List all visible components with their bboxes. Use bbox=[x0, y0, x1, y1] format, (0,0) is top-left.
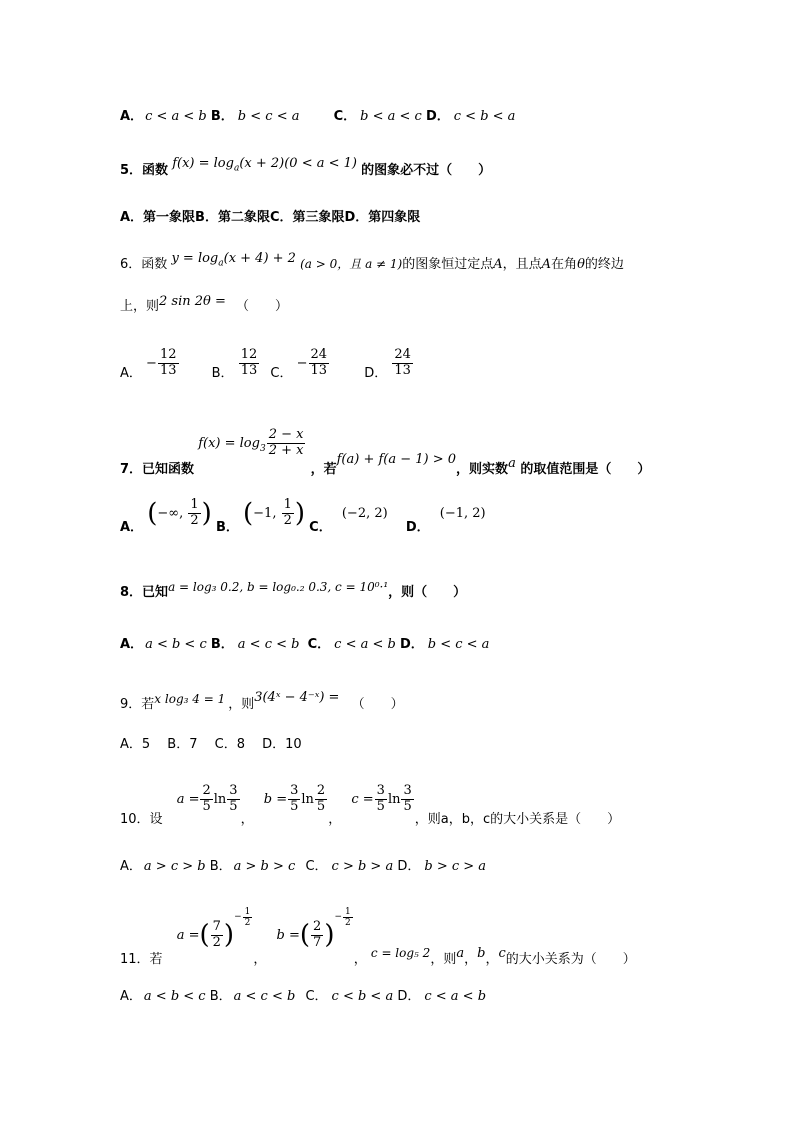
q8-option-b: a < c < b bbox=[237, 637, 300, 652]
q11-sep4: ， bbox=[485, 951, 499, 967]
q10-label-d: D． bbox=[397, 859, 421, 874]
q10-c-expr: c = $\frac{3}{5}$ ln $\frac{3}{5}$ bbox=[351, 783, 412, 814]
q10-sep2: ， bbox=[328, 811, 342, 827]
q4-options bbox=[120, 110, 515, 123]
q11-label-a: A． bbox=[120, 989, 142, 1004]
q6-condition: (a > 0，且 a ≠ 1) bbox=[300, 257, 403, 271]
q7-option-d: D． (−1, 2) bbox=[405, 505, 486, 535]
q8-label-d: D． bbox=[399, 637, 424, 652]
q6-theta: θ bbox=[577, 257, 585, 272]
q5-stem bbox=[120, 156, 492, 181]
q9-blank: （ ） bbox=[351, 697, 404, 712]
q6-number: 6． bbox=[120, 257, 142, 272]
q11-sep1: ， bbox=[253, 951, 267, 967]
q11-var-c: c bbox=[498, 945, 506, 961]
q10-label-c: C． bbox=[305, 859, 328, 874]
q5-formula: $f(x) = \log_a(x + 2)(0 < a < 1)$ bbox=[172, 156, 357, 174]
q7-condition: f(a) + f(a − 1) > 0 bbox=[336, 451, 457, 467]
q4-label-c: C． bbox=[333, 109, 357, 124]
q7-formula: f(x) = log $_3$ $\frac{2 - x}{2 + x}$ bbox=[198, 427, 304, 458]
q11-options bbox=[120, 990, 486, 1003]
q11-sep3: ， bbox=[464, 951, 478, 967]
q4-option-b: b < c < a bbox=[237, 109, 300, 124]
q11-tail1: ，则 bbox=[430, 951, 457, 967]
q7-mid: ，若 bbox=[310, 461, 337, 477]
q11-option-a: a < b < c bbox=[143, 989, 206, 1004]
q11-label-d: D． bbox=[397, 989, 421, 1004]
q8-tail: ，则（ ） bbox=[388, 585, 467, 600]
q8-label-c: C． bbox=[307, 637, 331, 652]
q11-label-b: B． bbox=[209, 989, 232, 1004]
q11-stem bbox=[120, 904, 636, 967]
q5-number: 5． bbox=[120, 163, 143, 178]
q10-b-expr: b = $\frac{3}{5}$ ln $\frac{2}{5}$ bbox=[263, 783, 326, 814]
q7-lead: 已知函数 bbox=[142, 461, 195, 477]
q7-option-a: A． (−∞, $\frac{1}{2}$ ) bbox=[120, 497, 212, 535]
q10-label-b: B． bbox=[209, 859, 232, 874]
q6-mid: 的图象恒过定点 bbox=[402, 257, 494, 272]
q6-option-d: D． $\frac{24}{13}$ bbox=[364, 347, 411, 381]
q10-number: 10． bbox=[120, 811, 150, 827]
q4-label-a: A． bbox=[120, 109, 144, 124]
q10-option-a: a > c > b bbox=[143, 859, 206, 874]
q6-stem-line2 bbox=[120, 294, 289, 314]
q10-sep1: ， bbox=[240, 811, 254, 827]
q5-options: A．第一象限B．第二象限C．第三象限D．第四象限 bbox=[120, 210, 421, 225]
q4-option-a: c < a < b bbox=[145, 109, 207, 124]
q8-label-b: B． bbox=[210, 637, 234, 652]
q6-mid2: ，且点 bbox=[502, 257, 542, 272]
q7-number: 7． bbox=[120, 461, 143, 477]
q5-tail: 的图象必不过（ ） bbox=[361, 163, 492, 178]
q11-var-b: b bbox=[477, 945, 486, 961]
q10-a-expr: a = $\frac{2}{5}$ ln $\frac{3}{5}$ bbox=[176, 783, 238, 814]
q11-var-a: a bbox=[456, 945, 465, 961]
q7-tail2: 的取值范围是（ ） bbox=[515, 461, 651, 477]
q8-options bbox=[120, 638, 489, 651]
q11-tail2: 的大小关系为（ ） bbox=[505, 951, 636, 967]
q11-label-c: C． bbox=[305, 989, 328, 1004]
q4-label-b: B． bbox=[210, 109, 234, 124]
q8-stem bbox=[120, 580, 467, 600]
q10-label-a: A． bbox=[120, 859, 142, 874]
q11-option-b: a < c < b bbox=[233, 989, 296, 1004]
q6-option-b: B． $\frac{12}{13}$ bbox=[211, 347, 258, 381]
q9-options: A．5 B．7 C．8 D．10 bbox=[120, 737, 302, 752]
q10-options bbox=[120, 860, 486, 873]
q8-number: 8． bbox=[120, 585, 143, 600]
q7-tail1: ，则实数 bbox=[456, 461, 509, 477]
q6-end1: 的终边 bbox=[584, 257, 624, 272]
q6-lead: 函数 bbox=[141, 257, 168, 272]
q7-option-c: C． (−2, 2) bbox=[309, 505, 388, 535]
q9-number: 9． bbox=[120, 697, 142, 712]
q4-option-c: b < a < c bbox=[360, 109, 422, 124]
q10-option-b: a > b > c bbox=[233, 859, 296, 874]
q7-var: a bbox=[508, 455, 516, 471]
q10-lead: 设 bbox=[149, 811, 163, 827]
q11-c-expr: c = log₅ 2 bbox=[370, 945, 431, 960]
q6-mid3: 在角 bbox=[551, 257, 578, 272]
q7-option-b: B． (−1, $\frac{1}{2}$ ) bbox=[215, 497, 306, 535]
q10-option-c: c > b > a bbox=[331, 859, 394, 874]
q8-expr: a = log₃ 0.2, b = log₀.₂ 0.3, c = 10⁰·¹ bbox=[168, 580, 389, 594]
q4-option-d: c < b < a bbox=[453, 109, 516, 124]
q9-mid: ，则 bbox=[228, 697, 255, 712]
q11-sep2: ， bbox=[353, 951, 367, 967]
q10-tail: ，则a，b，c的大小关系是（ ） bbox=[414, 811, 621, 827]
q11-lead: 若 bbox=[149, 951, 163, 967]
q5-lead: 函数 bbox=[142, 163, 169, 178]
q11-b-expr: b = ( $\frac{2}{7}$ ) − $\frac{1}{2}$ bbox=[276, 906, 351, 951]
q9-expr2: 3(4ˣ − 4⁻ˣ) = bbox=[254, 690, 340, 705]
q6-options bbox=[120, 348, 414, 379]
q6-expr: 2 sin 2θ = bbox=[159, 294, 226, 309]
q11-option-d: c < a < b bbox=[424, 989, 487, 1004]
q6-blank: （ ） bbox=[236, 299, 289, 314]
q6-option-a: A． − $\frac{12}{13}$ bbox=[120, 347, 177, 381]
q10-stem bbox=[120, 783, 621, 827]
q8-option-d: b < c < a bbox=[427, 637, 490, 652]
q8-option-c: c < a < b bbox=[334, 637, 396, 652]
q9-stem bbox=[120, 690, 404, 712]
q9-expr: x log₃ 4 = 1 bbox=[154, 692, 226, 706]
q6-point-a2: A bbox=[541, 257, 552, 272]
q7-options bbox=[120, 497, 486, 535]
q6-option-c: C． − $\frac{24}{13}$ bbox=[270, 347, 328, 381]
q8-option-a: a < b < c bbox=[145, 637, 207, 652]
q11-a-expr: a = ( $\frac{7}{2}$ ) − $\frac{1}{2}$ bbox=[176, 906, 251, 951]
q8-label-a: A． bbox=[120, 637, 144, 652]
q7-stem bbox=[120, 427, 651, 477]
q8-lead: 已知 bbox=[142, 585, 169, 600]
q6-point-a: A bbox=[493, 257, 503, 272]
q9-lead: 若 bbox=[141, 697, 155, 712]
q11-option-c: c < b < a bbox=[331, 989, 394, 1004]
q6-line2: 上，则 bbox=[120, 299, 160, 314]
q6-formula: $y = \log_a(x + 4) + 2$ bbox=[171, 251, 296, 269]
q10-option-d: b > c > a bbox=[424, 859, 487, 874]
q6-stem bbox=[120, 251, 624, 275]
q11-number: 11． bbox=[120, 951, 150, 967]
q4-label-d: D． bbox=[425, 109, 450, 124]
